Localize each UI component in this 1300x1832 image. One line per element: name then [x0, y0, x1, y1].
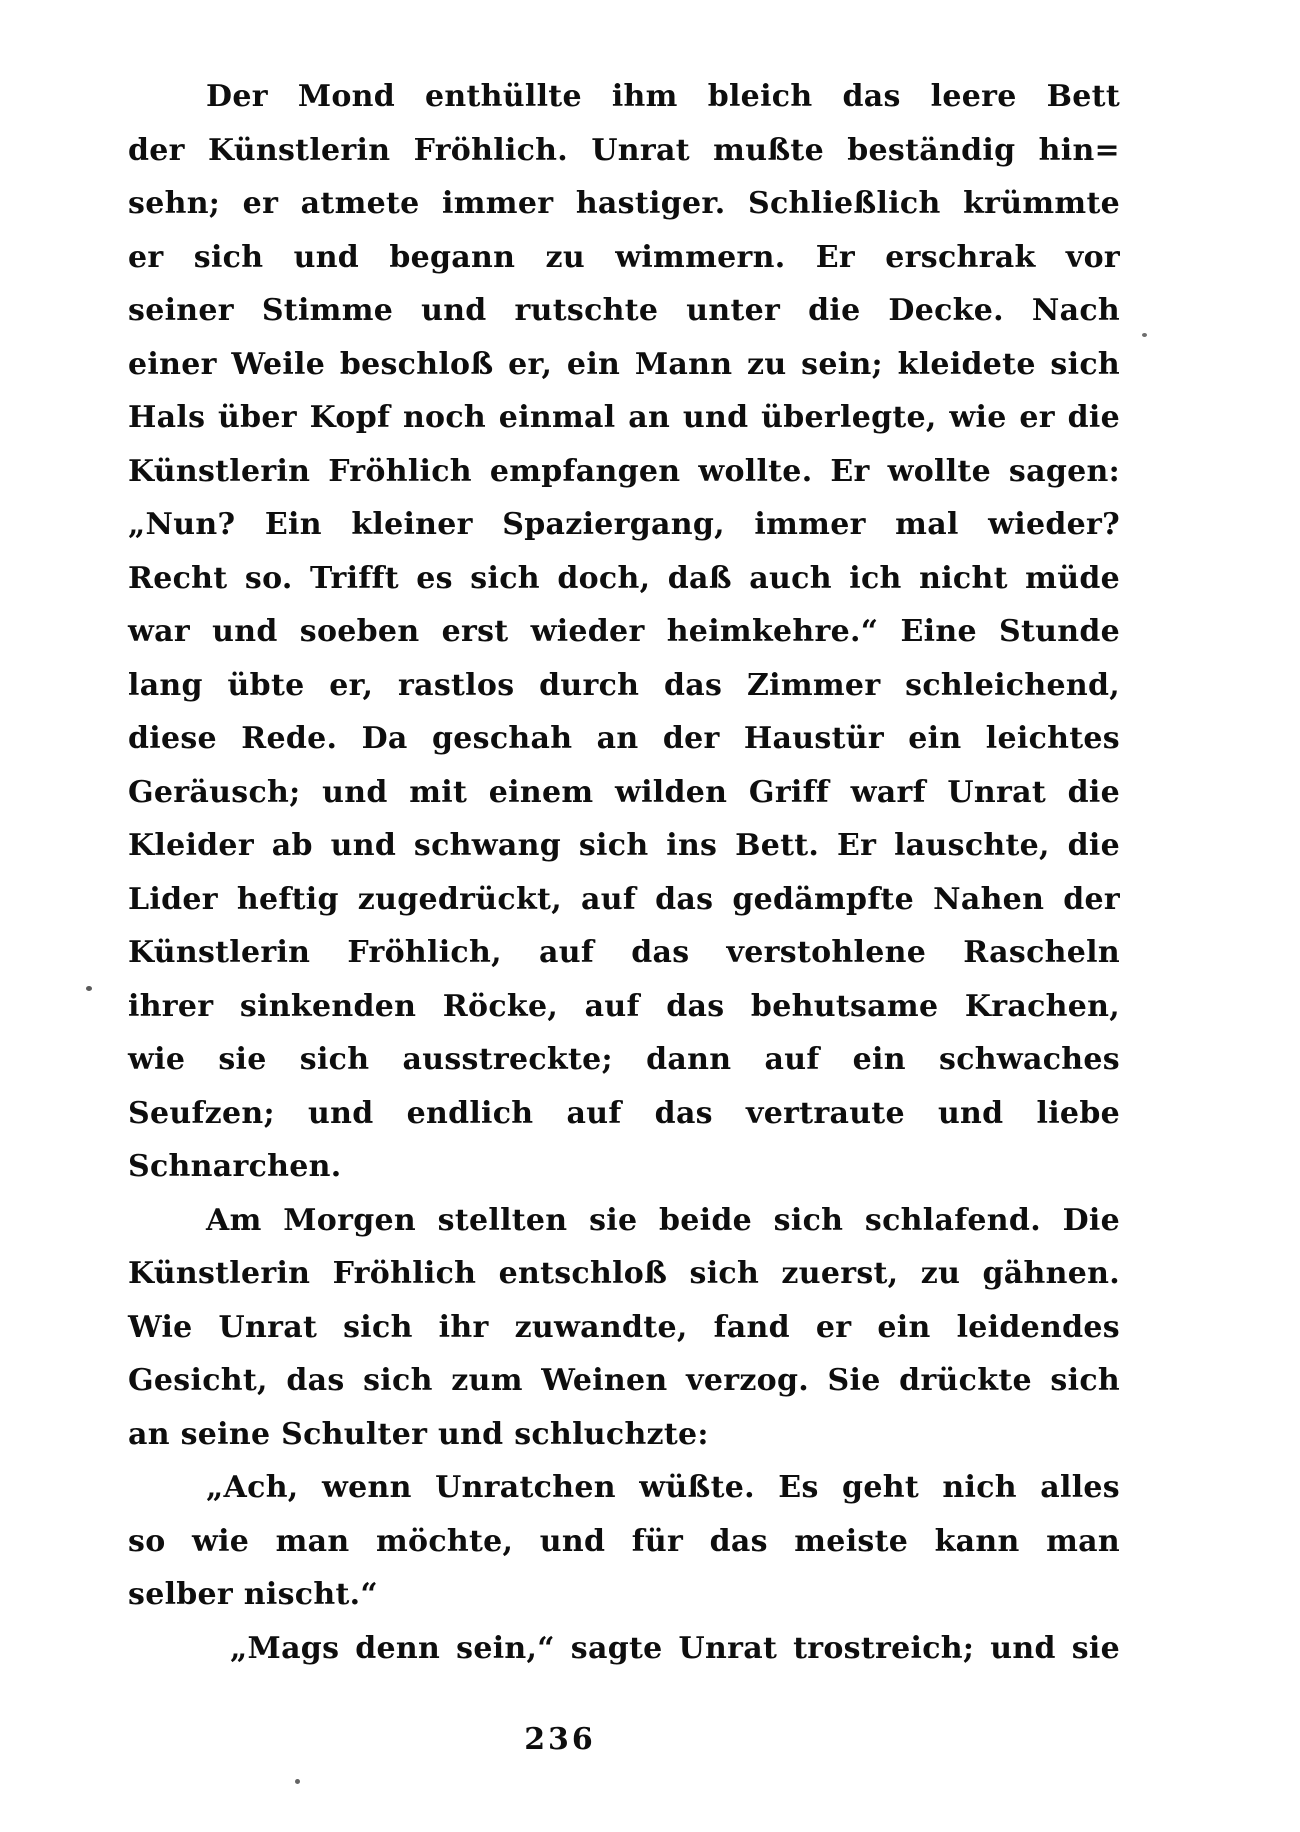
text-line: war und soeben erst wieder heimkehre.“ Eine Stunde [128, 614, 1120, 649]
text-line: er sich und begann zu wimmern. Er erschrak vor [128, 239, 1120, 275]
text-line: „Ach, wenn Unratchen wüßte. Es geht nich alles [206, 1470, 1120, 1505]
text-line: ihrer sinkenden Röcke, auf das behutsame Krachen, [128, 988, 1120, 1024]
text-line: Kleider ab und schwang sich ins Bett. Er lauschte, die [128, 828, 1120, 863]
text-line: Recht so. Trifft es sich doch, daß auch ich nicht müde [128, 560, 1120, 596]
text-line: Künstlerin Fröhlich, auf das verstohlene Rascheln [128, 935, 1120, 970]
scan-speck [295, 1779, 300, 1784]
scan-speck [1142, 333, 1147, 337]
text-line: Gesicht, das sich zum Weinen verzog. Sie drückte sich [128, 1363, 1120, 1398]
text-line: der Künstlerin Fröhlich. Unrat mußte beständig hin= [128, 132, 1120, 168]
scan-speck [86, 986, 92, 991]
text-line: sehn; er atmete immer hastiger. Schließlich krümmte [128, 186, 1120, 221]
text-line: lang übte er, rastlos durch das Zimmer schleichend, [128, 667, 1120, 703]
text-line: selber nischt.“ [128, 1577, 378, 1612]
text-line: „Mags denn sein,“ sagte Unrat trostreich; und sie [230, 1630, 1120, 1666]
text-line: Lider heftig zugedrückt, auf das gedämpfte Nahen der [128, 881, 1120, 917]
text-line: Hals über Kopf noch einmal an und überlegte, wie er die [128, 400, 1120, 435]
text-line: Der Mond enthüllte ihm bleich das leere Bett [206, 79, 1120, 114]
text-line: wie sie sich ausstreckte; dann auf ein schwaches [128, 1042, 1120, 1077]
page-number: 236 [524, 1722, 596, 1757]
text-line: diese Rede. Da geschah an der Haustür ein leichtes [128, 721, 1120, 756]
text-line: Schnarchen. [128, 1149, 342, 1184]
text-line: an seine Schulter und schluchzte: [128, 1416, 709, 1452]
text-line: „Nun? Ein kleiner Spaziergang, immer mal wieder? [128, 507, 1120, 542]
text-line: seiner Stimme und rutschte unter die Decke. Nach [128, 293, 1120, 328]
text-line: Seufzen; und endlich auf das vertraute und liebe [128, 1095, 1120, 1131]
text-line: Am Morgen stellten sie beide sich schlafend. Die [206, 1202, 1120, 1238]
page-text-block [128, 70, 1120, 1675]
text-line: so wie man möchte, und für das meiste kann man [128, 1523, 1120, 1559]
text-line: Geräusch; und mit einem wilden Griff warf Unrat die [128, 774, 1120, 810]
text-line: einer Weile beschloß er, ein Mann zu sein; kleidete sich [128, 346, 1120, 382]
text-line: Künstlerin Fröhlich empfangen wollte. Er wollte sagen: [128, 453, 1120, 489]
text-line: Künstlerin Fröhlich entschloß sich zuerst, zu gähnen. [128, 1256, 1120, 1291]
text-line: Wie Unrat sich ihr zuwandte, fand er ein leidendes [128, 1309, 1120, 1345]
